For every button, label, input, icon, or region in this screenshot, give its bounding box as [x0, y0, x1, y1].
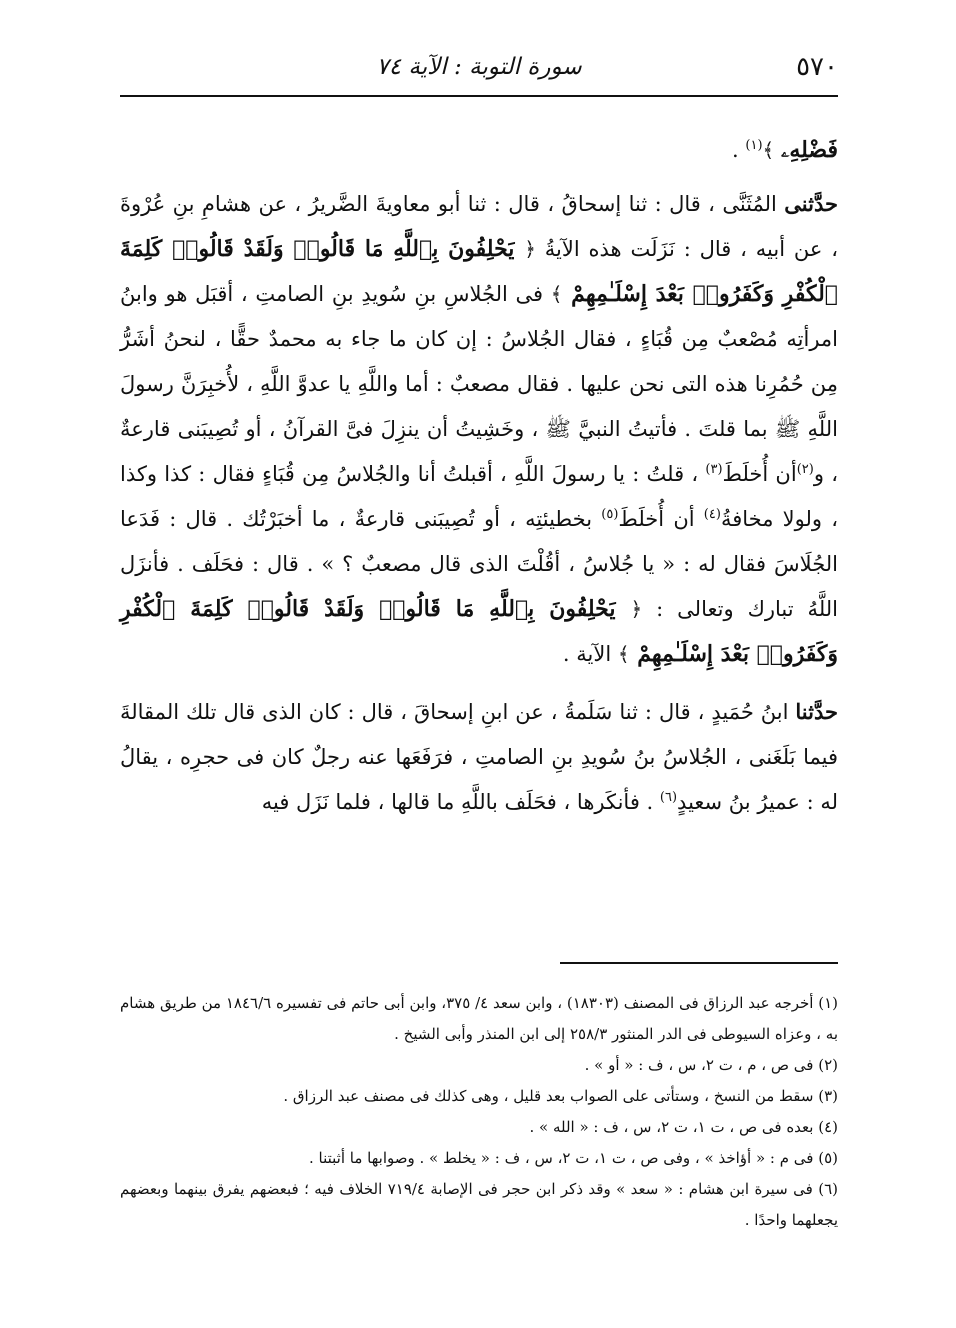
- footnotes: [120, 988, 838, 1236]
- quran-verse: يَحْلِفُونَ بِٱللَّهِ مَا قَالُوا۟ وَلَقَدْ قَالُوا۟ كَلِمَةَ ٱلْكُفْرِ وَكَفَرُوا۟ بَعْدَ إِسْلَـٰمِهِمْ: [120, 596, 838, 667]
- footnote-ref: (١): [745, 138, 763, 153]
- verse-open-bracket: ﴿: [630, 597, 643, 621]
- paragraph-lead: حدَّثنى: [784, 191, 838, 216]
- footnote: (٤) بعده فى ص ، ت ١، ت ٢، س ، ف : « الله » .: [529, 1118, 838, 1136]
- text-segment: ابنُ حُمَيدٍ ، قال : ثنا سَلَمةُ ، عن ابنِ إسحاقَ ، قال : كان الذى قال تلك المقالةَ فيما بَلَغَنى ، الجُلاسُ بنُ سُويدِ بنِ الصامتِ ، فرَفَعَها عنه رجلٌ كان فى حجرِه ، يقالُ له : عميرُ بنُ سعيدٍ: [120, 700, 838, 814]
- verse-open-bracket: ﴿: [524, 237, 536, 261]
- text-segment: فى الجُلاسِ بنِ سُويدِ بنِ الصامتِ ، أقبَل هو وابنُ امرأتِه مُصْعبٌ مِن قُبَاءٍ ، فقال الجُلاسُ : إن كان ما جاء به محمدٌ حقًّا ، لنحنُ أشَرُّ مِن حُمُرِنا هذه التى نحن عليها . فقال مصعبٌ : أما واللَّهِ يا عدوَّ اللَّهِ ، لأُخبِرَنَّ رسولَ اللَّهِ ﷺ بما قلتَ . فأتيتُ النبيَّ ﷺ ، وخَشِيتُ أن ينزِلَ فىَّ القرآنُ ، أو تُصِيبَنى قارعةٌ ، و: [120, 282, 838, 486]
- page-number: ٥٧٠: [796, 52, 838, 82]
- main-text: [120, 128, 838, 837]
- text-segment: بخطيئتِه ، أو تُصِيبَنى قارعةٌ ، ما أخبَرْتُك . قال : فَدَعا الجُلَاسَ فقال له : « يا جُلاسُ ، أقُلْتَ الذى قال مصعبٌ ؟ » . قال : فحَلَف . فأنزَل اللَّهُ تبارك وتعالى :: [120, 507, 839, 621]
- text-segment: .: [732, 138, 746, 162]
- footnote-ref: (٥): [601, 507, 619, 522]
- footnote: (١) أخرجه عبد الرزاق فى المصنف (١٨٣٠٣) ، وابن سعد ٤/ ٣٧٥، وابن أبى حاتم فى تفسيره ١٨٤٦/٦ من طريق هشام به ، وعزاه السيوطى فى الدر المنثور ٢٥٨/٣ إلى ابن المنذر وأبى الشيخ .: [120, 994, 838, 1043]
- footnote-ref: (٢): [796, 462, 814, 477]
- footnote-rule: [560, 962, 838, 964]
- verse-continuation: [120, 128, 838, 173]
- footnote: (٣) سقط من النسخ ، وستأتى على الصواب بعد قليل ، وهى كذلك فى مصنف عبد الرزاق .: [283, 1087, 838, 1105]
- text-segment: ، قلتُ : يا رسولَ اللَّهِ ، أقبلتُ أنا والجُلاسُ مِن قُبَاءٍ فقال : كذا وكذا ، ولولا مخافةُ: [120, 462, 839, 531]
- header-rule: [120, 95, 838, 97]
- quran-verse: فَضْلِهِۦ: [780, 137, 838, 163]
- quran-verse: يَحْلِفُونَ بِٱللَّهِ مَا قَالُوا۟ وَلَقَدْ قَالُوا۟ كَلِمَةَ ٱلْكُفْرِ وَكَفَرُوا۟ بَعْدَ إِسْلَـٰمِهِمْ: [120, 236, 838, 307]
- text-segment: المُثَنَّى ، قال : ثنا إسحاقُ ، قال : ثنا أبو معاويةَ الضَّريرُ ، عن هشامِ بنِ عُرْوةَ ، عن أبيه ، قال : نَزَلَت هذه الآيةُ: [120, 192, 838, 261]
- hadith-paragraph: [120, 181, 838, 677]
- text-segment: أن أُخلَطَ: [722, 462, 797, 486]
- footnote: (٦) فى سيرة ابن هشام : « سعد » وقد ذكر ابن حجر فى الإصابة ٧١٩/٤ الخلاف فيه ؛ فبعضهم يفرق بينهما وبعضهم يجعلهما واحدًا .: [120, 1180, 838, 1229]
- verse-close-bracket: ﴾: [617, 642, 630, 666]
- footnote-ref: (٦): [659, 790, 678, 805]
- footnote-ref: (٤): [703, 507, 721, 522]
- verse-close-bracket: ﴾: [762, 138, 775, 162]
- hadith-paragraph: [120, 689, 838, 825]
- paragraph-lead: حدَّثنا: [795, 699, 838, 724]
- footnote: (٢) فى ص ، م ، ت ٢، س ، ف : « أو » .: [584, 1056, 838, 1074]
- footnote-ref: (٣): [705, 462, 723, 477]
- text-segment: . فأنكَرها ، فحَلَف باللَّهِ ما قالها ، فلما نَزَل فيه: [261, 790, 660, 814]
- verse-close-bracket: ﴾: [550, 282, 563, 306]
- text-segment: أن أُخلَطَ: [618, 507, 704, 531]
- text-segment: الآية .: [562, 642, 618, 666]
- page-header: [120, 44, 838, 96]
- footnote: (٥) فى م : « أؤاخذ » ، وفى ص ، ت ١، ت ٢، س ، ف : « يخلط » . وصوابها ما أثبتنا .: [309, 1149, 838, 1167]
- running-title: سورة التوبة : الآية ٧٤: [376, 54, 582, 80]
